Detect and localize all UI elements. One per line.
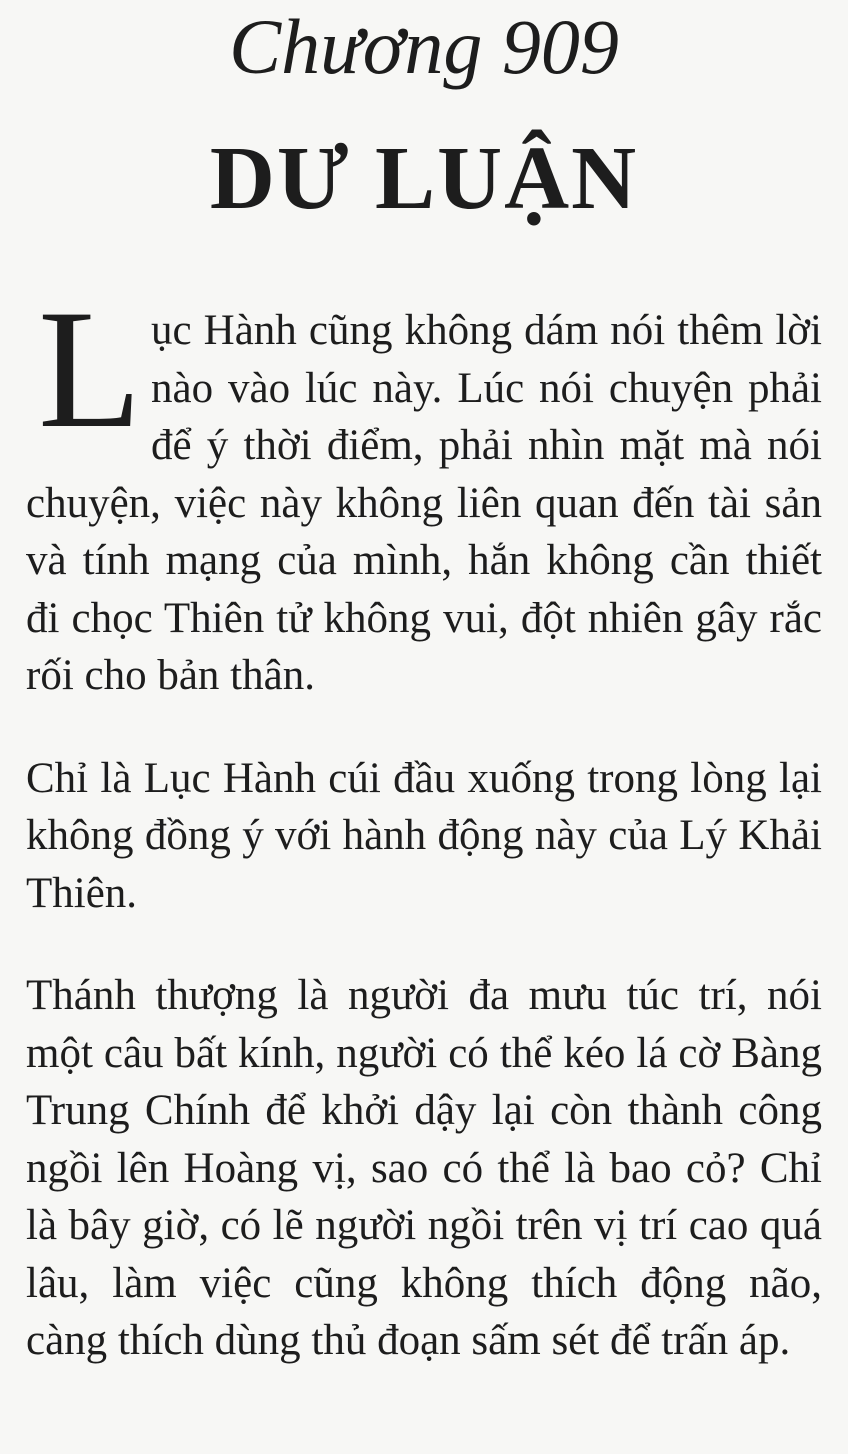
- reading-content: [26, 275, 822, 1370]
- chapter-number: Chương 909: [229, 3, 619, 90]
- drop-cap: L: [38, 275, 142, 463]
- chapter-header: [0, 0, 848, 228]
- paragraph: [26, 967, 822, 1370]
- paragraph-text: ục Hành cũng không dám nói thêm lời nào vào lúc này. Lúc nói chuyện phải để ý thời điểm, phải nhìn mặt mà nói chuyện, việc này không liên quan đến tài sản và tính mạng của mình, hắn không cần thiết đi chọc Thiên tử không vui, đột nhiên gây rắc rối cho bản thân.: [26, 307, 822, 699]
- paragraph: [26, 275, 822, 705]
- paragraph-text: Thánh thượng là người đa mưu túc trí, nói một câu bất kính, người có thể kéo lá cờ Bàng Trung Chính để khởi dậy lại còn thành công ngồi lên Hoàng vị, sao có thể là bao cỏ? Chỉ là bây giờ, có lẽ người ngồi trên vị trí cao quá lâu, làm việc cũng không thích động não, càng thích dùng thủ đoạn sấm sét để trấn áp.: [26, 972, 822, 1364]
- paragraph-text: Chỉ là Lục Hành cúi đầu xuống trong lòng lại không đồng ý với hành động này của Lý Khải Thiên.: [26, 754, 822, 917]
- paragraph: [26, 750, 822, 923]
- chapter-title: DƯ LUẬN: [209, 129, 639, 228]
